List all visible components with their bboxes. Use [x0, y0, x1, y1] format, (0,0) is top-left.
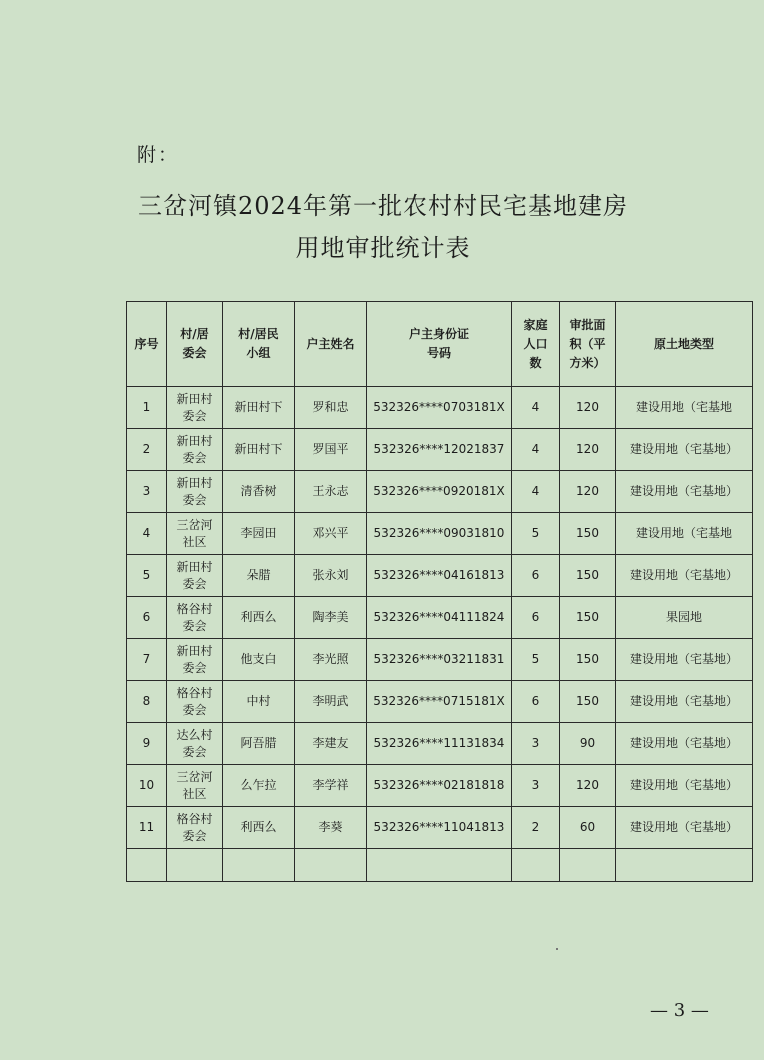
page-title: 三岔河镇2024年第一批农村村民宅基地建房: [137, 192, 629, 220]
cell-id-number: 532326****0703181X: [367, 387, 512, 429]
header-householder: 户主姓名: [295, 302, 367, 387]
cell-id-number: 532326****11041813: [367, 807, 512, 849]
empty-cell: [295, 849, 367, 882]
approval-table: [126, 301, 753, 882]
cell-group: 新田村下: [223, 387, 295, 429]
cell-family-size: 3: [512, 765, 560, 807]
header-id-number: 户主身份证 号码: [367, 302, 512, 387]
cell-area: 90: [560, 723, 616, 765]
cell-group: 清香树: [223, 471, 295, 513]
header-area: 审批面 积（平 方米）: [560, 302, 616, 387]
cell-id-number: 532326****0920181X: [367, 471, 512, 513]
header-group: 村/居民 小组: [223, 302, 295, 387]
cell-land-type: 建设用地（宅基地）: [616, 807, 753, 849]
cell-serial: 6: [127, 597, 167, 639]
cell-committee: 新田村 委会: [167, 471, 223, 513]
empty-cell: [560, 849, 616, 882]
cell-group: 李园田: [223, 513, 295, 555]
cell-family-size: 2: [512, 807, 560, 849]
cell-householder: 罗和忠: [295, 387, 367, 429]
table-row: [127, 639, 753, 681]
cell-committee: 三岔河 社区: [167, 513, 223, 555]
cell-area: 150: [560, 513, 616, 555]
table-row: [127, 765, 753, 807]
cell-serial: 1: [127, 387, 167, 429]
cell-area: 120: [560, 765, 616, 807]
cell-family-size: 6: [512, 597, 560, 639]
table-row: [127, 681, 753, 723]
cell-id-number: 532326****03211831: [367, 639, 512, 681]
cell-id-number: 532326****02181818: [367, 765, 512, 807]
cell-id-number: 532326****04111824: [367, 597, 512, 639]
page-title-line2: 用地审批统计表: [295, 234, 471, 262]
cell-land-type: 建设用地（宅基地）: [616, 681, 753, 723]
cell-area: 120: [560, 471, 616, 513]
cell-area: 150: [560, 639, 616, 681]
cell-land-type: 建设用地（宅基地: [616, 513, 753, 555]
cell-householder: 邓兴平: [295, 513, 367, 555]
cell-group: 他支白: [223, 639, 295, 681]
cell-land-type: 建设用地（宅基地: [616, 387, 753, 429]
page-number: — 3 —: [650, 1000, 709, 1021]
cell-householder: 李葵: [295, 807, 367, 849]
empty-cell: [127, 849, 167, 882]
cell-land-type: 果园地: [616, 597, 753, 639]
cell-householder: 王永志: [295, 471, 367, 513]
cell-committee: 新田村 委会: [167, 429, 223, 471]
empty-cell: [616, 849, 753, 882]
empty-cell: [512, 849, 560, 882]
cell-serial: 8: [127, 681, 167, 723]
header-committee: 村/居 委会: [167, 302, 223, 387]
cell-area: 120: [560, 387, 616, 429]
empty-cell: [167, 849, 223, 882]
cell-id-number: 532326****0715181X: [367, 681, 512, 723]
table-row: [127, 723, 753, 765]
cell-householder: 陶李美: [295, 597, 367, 639]
cell-family-size: 5: [512, 639, 560, 681]
cell-serial: 3: [127, 471, 167, 513]
cell-land-type: 建设用地（宅基地）: [616, 723, 753, 765]
cell-committee: 达么村 委会: [167, 723, 223, 765]
cell-serial: 10: [127, 765, 167, 807]
cell-group: 阿吾腊: [223, 723, 295, 765]
cell-group: 么乍拉: [223, 765, 295, 807]
header-serial: 序号: [127, 302, 167, 387]
cell-serial: 9: [127, 723, 167, 765]
cell-committee: 三岔河 社区: [167, 765, 223, 807]
cell-id-number: 532326****11131834: [367, 723, 512, 765]
cell-id-number: 532326****09031810: [367, 513, 512, 555]
attachment-label: 附：: [137, 144, 180, 166]
cell-area: 120: [560, 429, 616, 471]
cell-serial: 2: [127, 429, 167, 471]
cell-householder: 张永刘: [295, 555, 367, 597]
cell-committee: 格谷村 委会: [167, 681, 223, 723]
cell-land-type: 建设用地（宅基地）: [616, 639, 753, 681]
empty-cell: [367, 849, 512, 882]
cell-householder: 李光照: [295, 639, 367, 681]
cell-group: 新田村下: [223, 429, 295, 471]
table-row: [127, 807, 753, 849]
cell-group: 利西么: [223, 807, 295, 849]
table-row: [127, 597, 753, 639]
cell-serial: 4: [127, 513, 167, 555]
cell-householder: 李建友: [295, 723, 367, 765]
table-row: [127, 513, 753, 555]
empty-cell: [223, 849, 295, 882]
header-family-size: 家庭 人口 数: [512, 302, 560, 387]
table-row: [127, 429, 753, 471]
table-body: [127, 387, 753, 882]
cell-serial: 5: [127, 555, 167, 597]
cell-householder: 李明武: [295, 681, 367, 723]
cell-serial: 7: [127, 639, 167, 681]
cell-family-size: 4: [512, 429, 560, 471]
cell-committee: 格谷村 委会: [167, 807, 223, 849]
cell-area: 150: [560, 597, 616, 639]
cell-committee: 新田村 委会: [167, 387, 223, 429]
cell-area: 60: [560, 807, 616, 849]
cell-id-number: 532326****04161813: [367, 555, 512, 597]
cell-family-size: 4: [512, 471, 560, 513]
cell-committee: 格谷村 委会: [167, 597, 223, 639]
cell-land-type: 建设用地（宅基地）: [616, 429, 753, 471]
cell-family-size: 6: [512, 555, 560, 597]
cell-land-type: 建设用地（宅基地）: [616, 471, 753, 513]
cell-householder: 罗国平: [295, 429, 367, 471]
cell-family-size: 4: [512, 387, 560, 429]
cell-id-number: 532326****12021837: [367, 429, 512, 471]
cell-area: 150: [560, 681, 616, 723]
table-row: [127, 387, 753, 429]
cell-family-size: 3: [512, 723, 560, 765]
cell-householder: 李学祥: [295, 765, 367, 807]
cell-family-size: 5: [512, 513, 560, 555]
table-header-row: [127, 302, 753, 387]
cell-area: 150: [560, 555, 616, 597]
header-land-type: 原土地类型: [616, 302, 753, 387]
cell-group: 中村: [223, 681, 295, 723]
cell-committee: 新田村 委会: [167, 555, 223, 597]
speck-mark: [556, 948, 558, 950]
cell-group: 利西么: [223, 597, 295, 639]
cell-land-type: 建设用地（宅基地）: [616, 765, 753, 807]
cell-family-size: 6: [512, 681, 560, 723]
cell-group: 朵腊: [223, 555, 295, 597]
table-row: [127, 471, 753, 513]
cell-committee: 新田村 委会: [167, 639, 223, 681]
cell-serial: 11: [127, 807, 167, 849]
cell-land-type: 建设用地（宅基地）: [616, 555, 753, 597]
table-row-empty: [127, 849, 753, 882]
table-row: [127, 555, 753, 597]
